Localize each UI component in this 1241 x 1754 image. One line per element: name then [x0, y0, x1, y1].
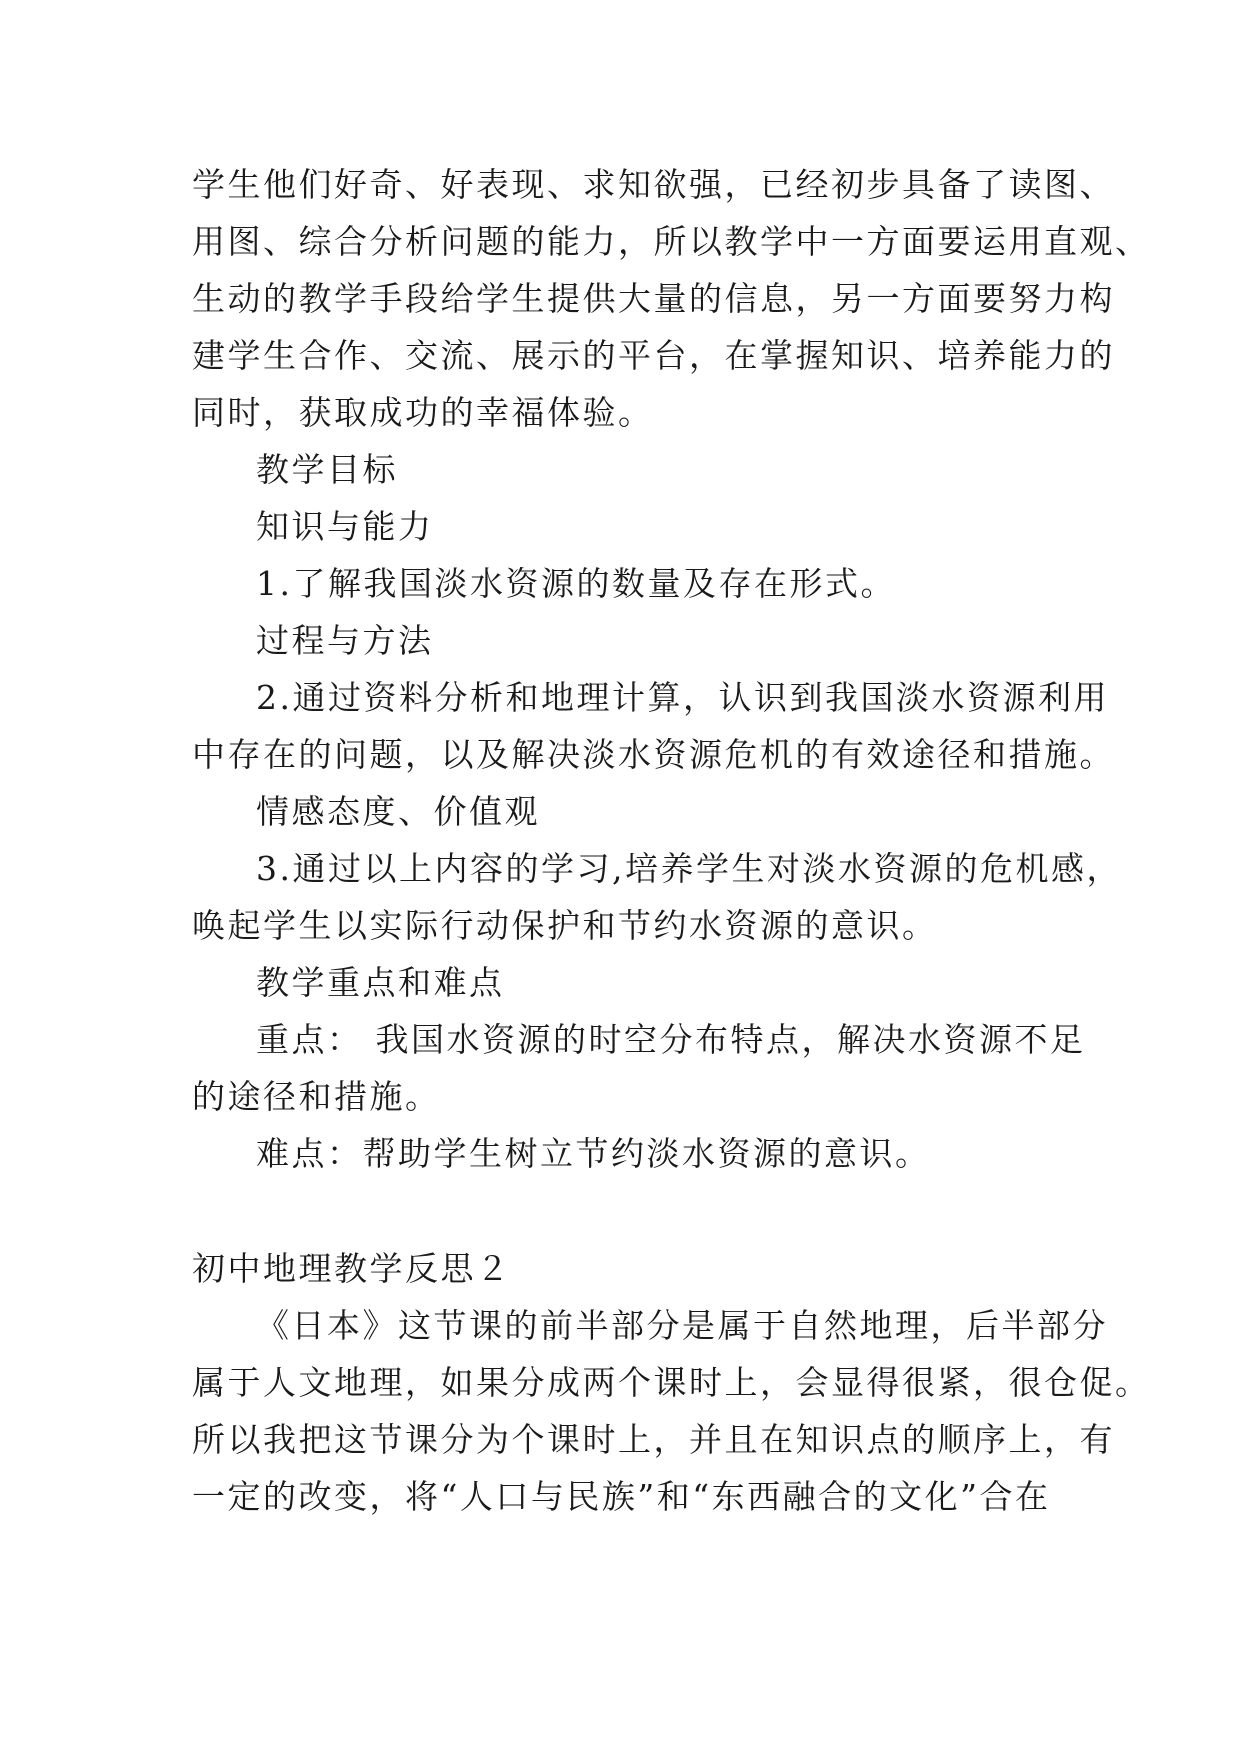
section-heading: 教学重点和难点 [256, 963, 505, 1002]
paragraph-line: 建学生合作、交流、展示的平台，在掌握知识、培养能力的 [192, 336, 1115, 375]
section-heading: 教学目标 [256, 450, 398, 489]
paragraph-line: 属于人文地理，如果分成两个课时上，会显得很紧，很仓促。 [192, 1363, 1151, 1402]
paragraph-line: 的途径和措施。 [192, 1077, 441, 1116]
paragraph-line: 唤起学生以实际行动保护和节约水资源的意识。 [192, 906, 938, 945]
paragraph-line: 一定的改变，将“人口与民族”和“东西融合的文化”合在 [192, 1477, 1051, 1516]
numbered-item: 2.通过资料分析和地理计算，认识到我国淡水资源利用 [256, 678, 1109, 717]
paragraph-line: 用图、综合分析问题的能力，所以教学中一方面要运用直观、 [192, 222, 1151, 261]
subsection-heading: 情感态度、价值观 [256, 792, 540, 831]
paragraph-line: 生动的教学手段给学生提供大量的信息，另一方面要努力构 [192, 279, 1115, 318]
paragraph-line: 中存在的问题，以及解决淡水资源危机的有效途径和措施。 [192, 735, 1115, 774]
numbered-item: 3.通过以上内容的学习,培养学生对淡水资源的危机感， [256, 849, 1122, 888]
paragraph-line: 所以我把这节课分为个课时上，并且在知识点的顺序上，有 [192, 1420, 1115, 1459]
subsection-heading: 知识与能力 [256, 507, 434, 546]
key-point-line: 重点： 我国水资源的时空分布特点，解决水资源不足 [256, 1020, 1086, 1059]
paragraph-line: 学生他们好奇、好表现、求知欲强，已经初步具备了读图、 [192, 165, 1115, 204]
article-title: 初中地理教学反思２ [192, 1249, 512, 1288]
difficulty-line: 难点：帮助学生树立节约淡水资源的意识。 [256, 1134, 931, 1173]
paragraph-line: 同时，获取成功的幸福体验。 [192, 393, 654, 432]
paragraph-line: 《日本》这节课的前半部分是属于自然地理，后半部分 [256, 1306, 1108, 1345]
subsection-heading: 过程与方法 [256, 621, 434, 660]
numbered-item: 1.了解我国淡水资源的数量及存在形式。 [256, 564, 896, 603]
